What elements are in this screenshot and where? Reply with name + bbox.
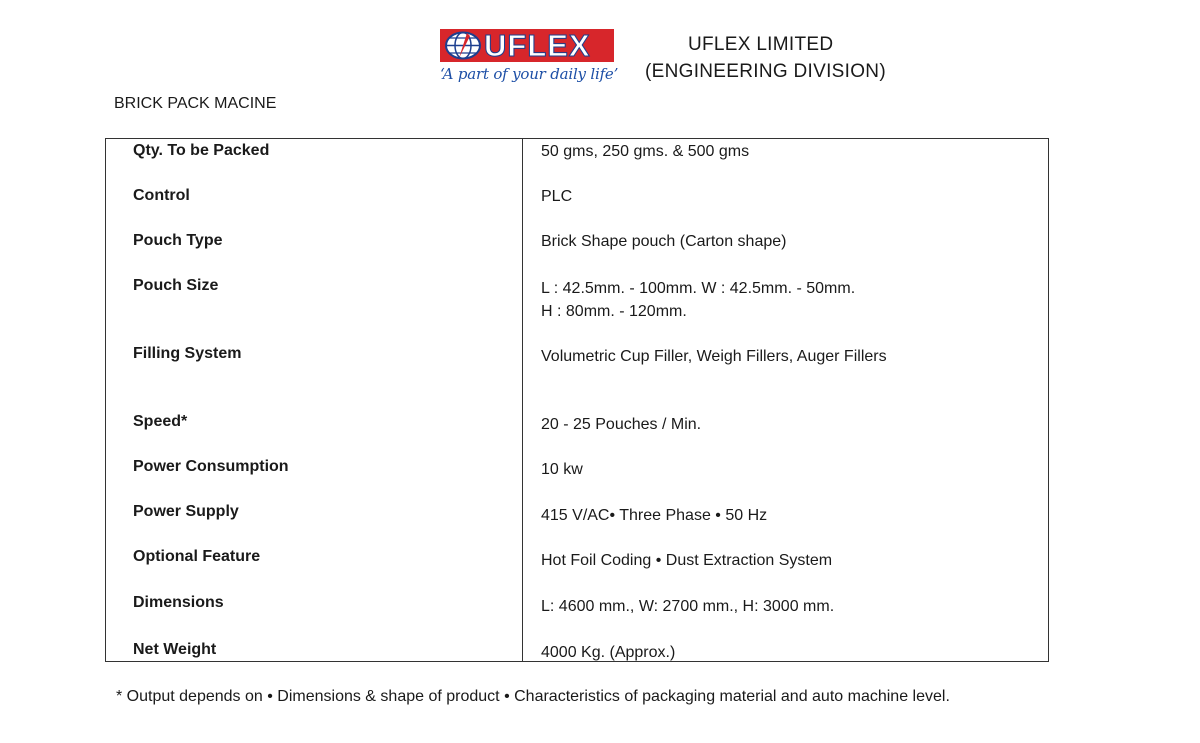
footnote: * Output depends on • Dimensions & shape of product • Characteristics of packaging material and auto machine level. <box>116 688 950 705</box>
spec-value-filling-system: Volumetric Cup Filler, Weigh Fillers, Auger Fillers <box>541 348 887 365</box>
spec-value-pouch-type: Brick Shape pouch (Carton shape) <box>541 233 787 250</box>
company-division: (ENGINEERING DIVISION) <box>645 61 886 82</box>
spec-value-power-supply: 415 V/AC• Three Phase • 50 Hz <box>541 507 768 524</box>
spec-value-qty: 50 gms, 250 gms. & 500 gms <box>541 143 750 160</box>
spec-table <box>105 138 1049 662</box>
spec-value-power-consumption: 10 kw <box>541 461 583 478</box>
spec-value-control: PLC <box>541 188 573 205</box>
spec-value-optional-feature: Hot Foil Coding • Dust Extraction System <box>541 552 833 569</box>
logo-wordmark: UFLEX <box>484 28 591 63</box>
company-name: UFLEX LIMITED <box>688 34 834 55</box>
spec-label-qty: Qty. To be Packed <box>133 142 270 159</box>
document-title: BRICK PACK MACINE <box>114 95 277 112</box>
spec-label-power-supply: Power Supply <box>133 503 239 520</box>
logo-box <box>440 29 614 62</box>
spec-label-power-consumption: Power Consumption <box>133 458 289 475</box>
spec-label-control: Control <box>133 187 190 204</box>
spec-label-pouch-size: Pouch Size <box>133 277 219 294</box>
spec-value-net-weight: 4000 Kg. (Approx.) <box>541 644 676 661</box>
logo-tagline: ‘A part of your daily life’ <box>440 65 619 83</box>
spec-label-pouch-type: Pouch Type <box>133 232 223 249</box>
globe-icon <box>443 30 483 61</box>
spec-label-net-weight: Net Weight <box>133 641 217 658</box>
spec-value-pouch-size: L : 42.5mm. - 100mm. W : 42.5mm. - 50mm. H : 80mm. - 120mm. <box>541 280 856 320</box>
column-divider <box>522 139 523 661</box>
spec-label-speed: Speed* <box>133 413 188 430</box>
spec-label-optional-feature: Optional Feature <box>133 548 261 565</box>
spec-label-dimensions: Dimensions <box>133 594 224 611</box>
spec-value-speed: 20 - 25 Pouches / Min. <box>541 416 702 433</box>
spec-label-filling-system: Filling System <box>133 345 242 362</box>
uflex-logo <box>440 28 619 83</box>
spec-value-dimensions: L: 4600 mm., W: 2700 mm., H: 3000 mm. <box>541 598 835 615</box>
